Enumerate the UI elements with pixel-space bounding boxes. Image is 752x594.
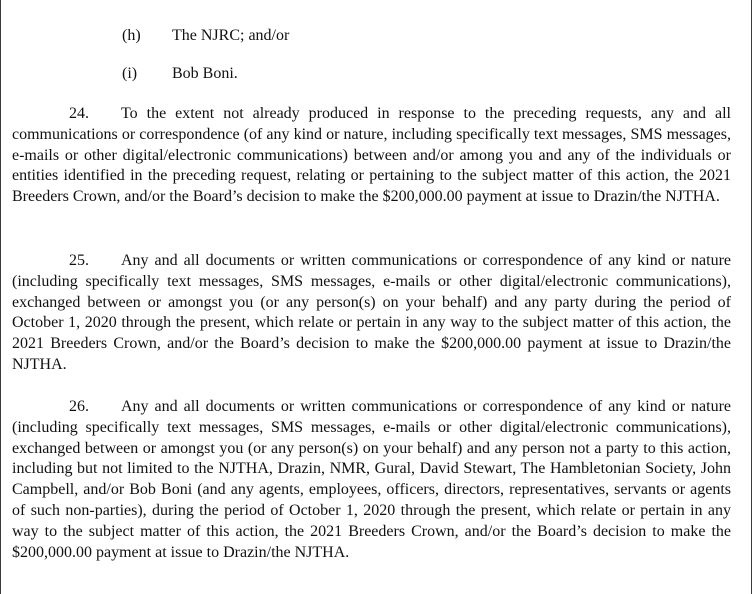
paragraph-number: 24.: [69, 105, 89, 122]
paragraph-25: [12, 251, 731, 376]
sub-item-text: The NJRC; and/or: [172, 27, 290, 44]
paragraph-text: Any and all documents or written communications or correspondence of any kind or nature (including specifically text messages, SMS messages, e-mails or other digital/electronic communications), exchanged between or amongst you (or any person(s) on your behalf) and any person not a party to this action, including but not limited to the NJTHA, Drazin, NMR, Gural, David Stewart, The Hambletonian Society, John Campbell, and/or Bob Boni (and any agents, employees, officers, directors, representatives, servants or agents of such non-parties), during the period of October 1, 2020 through the present, which relate or pertain in any way to the subject matter of this action, the 2021 Breeders Crown, and/or the Board’s decision to make the $200,000.00 payment at issue to Drazin/the NJTHA.: [12, 398, 731, 561]
paragraph-24: [12, 104, 731, 208]
sub-item-label: (h): [122, 27, 141, 44]
sub-item-text: Bob Boni.: [172, 65, 238, 82]
paragraph-26: [12, 397, 731, 563]
paragraph-number: 25.: [69, 252, 89, 269]
paragraph-number: 26.: [69, 398, 89, 415]
sub-item-label: (i): [122, 65, 138, 82]
paragraph-text: To the extent not already produced in response to the preceding requests, any and all communications or correspondence (of any kind or nature, including specifically text messages, SMS messages, e-mails or other digital/electronic communications) between and/or among you and any of the individuals or entities identified in the preceding request, relating or pertaining to the subject matter of this action, the 2021 Breeders Crown, and/or the Board’s decision to make the $200,000.00 payment at issue to Drazin/the NJTHA.: [12, 105, 731, 206]
paragraph-text: Any and all documents or written communications or correspondence of any kind or nature (including specifically text messages, SMS messages, e-mails or other digital/electronic communications), exchanged between or amongst you (or any person(s) on your behalf) and any party during the period of October 1, 2020 through the present, which relate or pertain in any way to the subject matter of this action, the 2021 Breeders Crown, and/or the Board’s decision to make the $200,000.00 payment at issue to Drazin/the NJTHA.: [12, 252, 731, 373]
